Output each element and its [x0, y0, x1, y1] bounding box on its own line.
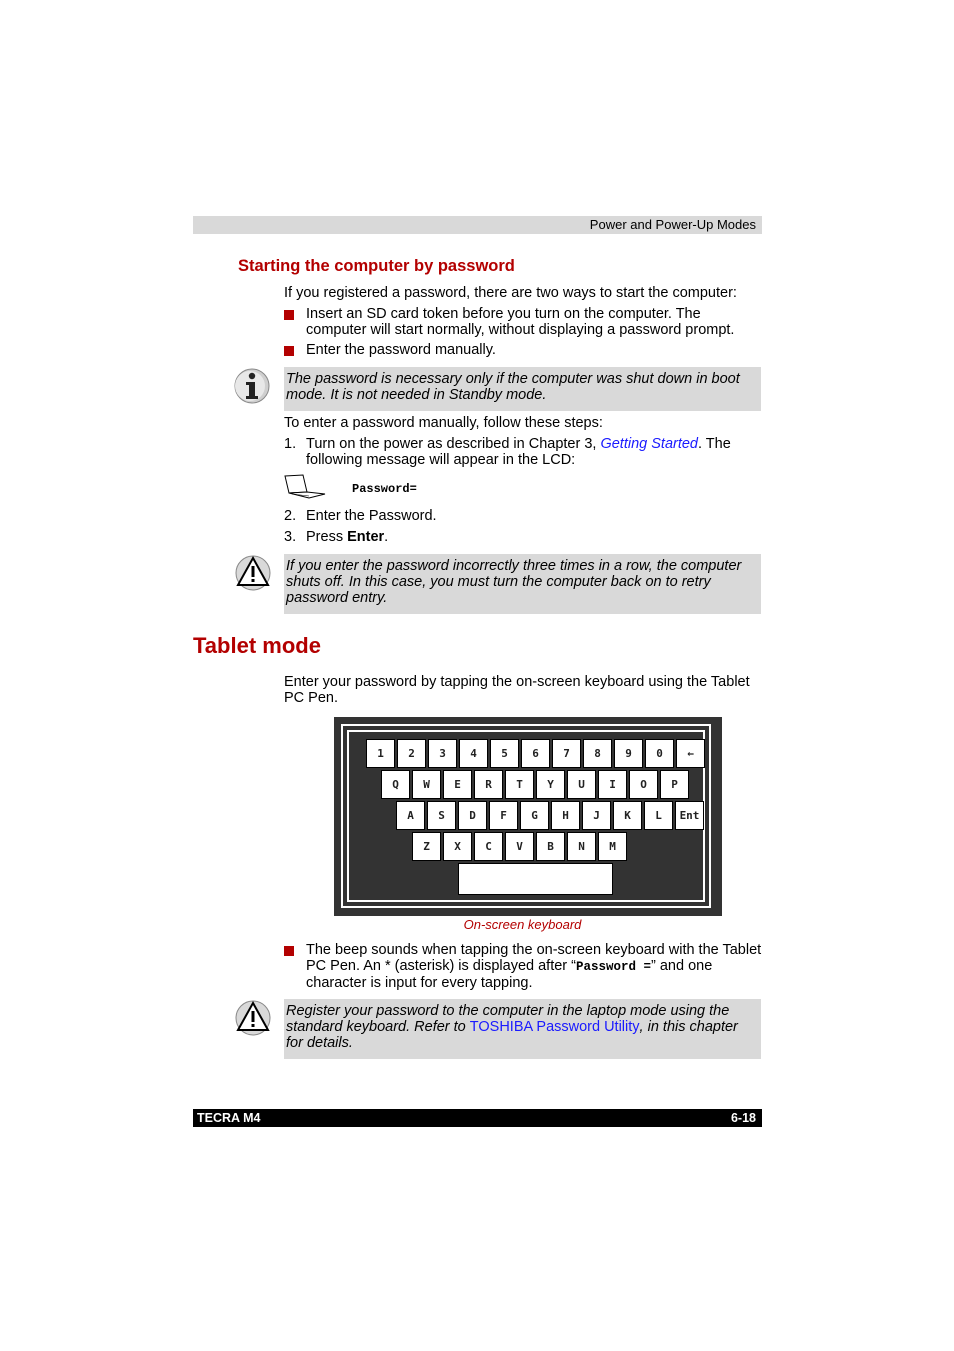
laptop-icon: [283, 474, 327, 500]
toshiba-password-utility-link[interactable]: TOSHIBA Password Utility: [469, 1019, 640, 1035]
section-heading-password: Starting the computer by password: [238, 257, 515, 275]
page-footer: [193, 1109, 762, 1127]
intro-paragraph: If you registered a password, there are two ways to start the computer:: [284, 285, 737, 301]
step-item: 1. Turn on the power as described in Chapter 3, Getting Started. The following message will appear in the LCD:: [284, 436, 731, 468]
info-note: The password is necessary only if the computer was shut down in boot mode. It is not needed in Standby mode.: [284, 367, 761, 411]
key-8[interactable]: 8: [583, 739, 612, 768]
warning-icon: [234, 554, 272, 592]
key-v[interactable]: V: [505, 832, 534, 861]
footer-page-number: 6-18: [730, 1111, 756, 1125]
key-d[interactable]: D: [458, 801, 487, 830]
tablet-intro: Enter your password by tapping the on-screen keyboard using the Tablet PC Pen.: [284, 674, 750, 706]
step-item: 3. Press Enter.: [284, 529, 389, 545]
key-3[interactable]: 3: [428, 739, 457, 768]
lcd-prompt: Password=: [352, 482, 417, 496]
space-key[interactable]: [458, 863, 613, 895]
key-o[interactable]: O: [629, 770, 658, 799]
key-7[interactable]: 7: [552, 739, 581, 768]
key-p[interactable]: P: [660, 770, 689, 799]
key-6[interactable]: 6: [521, 739, 550, 768]
getting-started-link[interactable]: Getting Started: [600, 436, 698, 452]
key-z[interactable]: Z: [412, 832, 441, 861]
key-h[interactable]: H: [551, 801, 580, 830]
enter-key[interactable]: Ent: [675, 801, 704, 830]
section-heading-tablet-mode: Tablet mode: [193, 633, 321, 658]
key-j[interactable]: J: [582, 801, 611, 830]
key-w[interactable]: W: [412, 770, 441, 799]
bullet-square-icon: [284, 946, 294, 956]
info-icon: [233, 367, 271, 405]
backspace-key[interactable]: ←: [676, 739, 705, 768]
on-screen-keyboard: [334, 717, 722, 916]
key-b[interactable]: B: [536, 832, 565, 861]
key-y[interactable]: Y: [536, 770, 565, 799]
list-item: Enter the password manually.: [284, 342, 762, 360]
figure-caption: On-screen keyboard: [463, 917, 582, 932]
key-4[interactable]: 4: [459, 739, 488, 768]
steps-intro: To enter a password manually, follow these steps:: [284, 415, 603, 431]
warning-icon: [234, 999, 272, 1037]
key-5[interactable]: 5: [490, 739, 519, 768]
warning-note: If you enter the password incorrectly three times in a row, the computer shuts off. In this case, you must turn the computer back on to retry password entry.: [284, 554, 761, 614]
footer-product: TECRA M4: [197, 1111, 261, 1125]
key-g[interactable]: G: [520, 801, 549, 830]
key-2[interactable]: 2: [397, 739, 426, 768]
key-x[interactable]: X: [443, 832, 472, 861]
key-q[interactable]: Q: [381, 770, 410, 799]
key-c[interactable]: C: [474, 832, 503, 861]
key-m[interactable]: M: [598, 832, 627, 861]
key-k[interactable]: K: [613, 801, 642, 830]
key-e[interactable]: E: [443, 770, 472, 799]
bullet-square-icon: [284, 346, 294, 356]
key-s[interactable]: S: [427, 801, 456, 830]
key-a[interactable]: A: [396, 801, 425, 830]
list-item: The beep sounds when tapping the on-screen keyboard with the Tablet PC Pen. An * (asterisk) is displayed after “Password =” and one character is input for every tapping.: [284, 942, 762, 992]
key-f[interactable]: F: [489, 801, 518, 830]
step-item: 2. Enter the Password.: [284, 508, 437, 524]
header-title: Power and Power-Up Modes: [589, 217, 756, 232]
list-item: Insert an SD card token before you turn on the computer. The computer will start normally, without displaying a password prompt.: [284, 306, 762, 340]
warning-note: Register your password to the computer in the laptop mode using the standard keyboard. Refer to TOSHIBA Password Utility, in this chapter for details.: [284, 999, 761, 1059]
key-1[interactable]: 1: [366, 739, 395, 768]
key-t[interactable]: T: [505, 770, 534, 799]
password-code: Password =: [575, 960, 651, 974]
key-9[interactable]: 9: [614, 739, 643, 768]
bullet-square-icon: [284, 310, 294, 320]
key-l[interactable]: L: [644, 801, 673, 830]
key-u[interactable]: U: [567, 770, 596, 799]
key-i[interactable]: I: [598, 770, 627, 799]
key-0[interactable]: 0: [645, 739, 674, 768]
key-n[interactable]: N: [567, 832, 596, 861]
page-header: [193, 216, 762, 234]
key-r[interactable]: R: [474, 770, 503, 799]
